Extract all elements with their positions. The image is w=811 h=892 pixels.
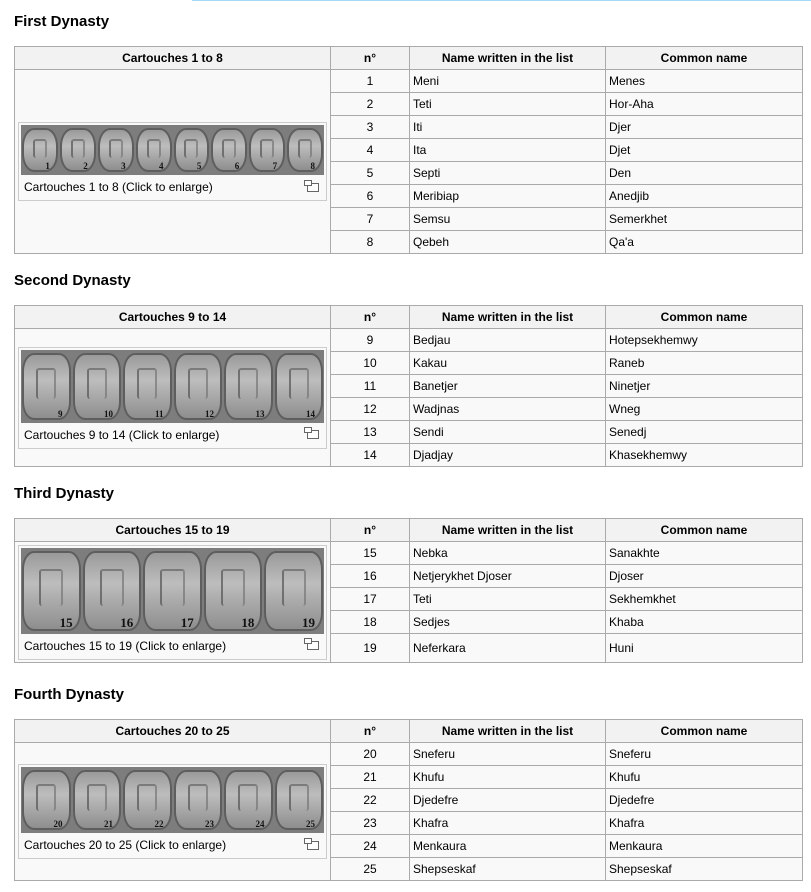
- name-in-list-cell: Djadjay: [410, 444, 606, 467]
- common-name-cell: Khasekhemwy: [606, 444, 803, 467]
- number-cell: 20: [331, 743, 410, 766]
- cartouche-number-label: 16: [120, 614, 134, 630]
- name-in-list-cell: Neferkara: [410, 634, 606, 663]
- name-in-list-cell: Semsu: [410, 208, 606, 231]
- cartouche: [174, 353, 223, 420]
- number-cell: 23: [331, 812, 410, 835]
- cartouche-number-label: 5: [196, 161, 202, 171]
- common-name-cell: Den: [606, 162, 803, 185]
- hieroglyph: [87, 784, 107, 811]
- cartouche-image[interactable]: [21, 350, 324, 423]
- number-cell: 18: [331, 611, 410, 634]
- common-name-cell: Djet: [606, 139, 803, 162]
- cartouche-number-label: 6: [234, 161, 240, 171]
- common-name-cell: Djer: [606, 116, 803, 139]
- cartouche: [22, 551, 81, 631]
- name-in-list-cell: Sedjes: [410, 611, 606, 634]
- cartouche-number-label: 11: [154, 408, 164, 419]
- image-column-header: Cartouches 1 to 8: [15, 47, 331, 70]
- number-cell: 5: [331, 162, 410, 185]
- hieroglyph: [160, 569, 184, 605]
- name-in-list-cell: Khafra: [410, 812, 606, 835]
- number-cell: 24: [331, 835, 410, 858]
- hieroglyph: [188, 784, 208, 811]
- common-name-column-header: Common name: [606, 720, 803, 743]
- hieroglyph: [109, 139, 123, 158]
- number-cell: 2: [331, 93, 410, 116]
- common-name-cell: Khufu: [606, 766, 803, 789]
- cartouche: [83, 551, 142, 631]
- name-column-header: Name written in the list: [410, 47, 606, 70]
- cartouche-image-cell: [15, 329, 331, 467]
- cartouche: [73, 353, 122, 420]
- number-cell: 9: [331, 329, 410, 352]
- cartouche-number-label: 23: [205, 819, 214, 829]
- number-cell: 22: [331, 789, 410, 812]
- cartouche-number-label: 24: [255, 819, 265, 829]
- name-in-list-cell: Teti: [410, 93, 606, 116]
- image-column-header: Cartouches 15 to 19: [15, 519, 331, 542]
- common-name-column-header: Common name: [606, 519, 803, 542]
- cartouche-number-label: 12: [205, 408, 214, 419]
- common-name-cell: Sekhemkhet: [606, 588, 803, 611]
- dynasty-table: [14, 305, 803, 467]
- common-name-cell: Sanakhte: [606, 542, 803, 565]
- number-cell: 3: [331, 116, 410, 139]
- cartouche: [174, 770, 223, 830]
- cartouche-number-label: 8: [310, 161, 315, 171]
- name-in-list-cell: Kakau: [410, 352, 606, 375]
- number-column-header: n°: [331, 306, 410, 329]
- table-row: [15, 70, 803, 93]
- cartouche-number-label: 14: [306, 408, 315, 419]
- name-in-list-cell: Ita: [410, 139, 606, 162]
- cartouche: [22, 353, 71, 420]
- cartouche: [22, 770, 71, 830]
- table-header-row: [15, 519, 803, 542]
- hieroglyph: [298, 139, 312, 158]
- cartouche-image[interactable]: [21, 767, 324, 833]
- number-cell: 10: [331, 352, 410, 375]
- cartouche-number-label: 10: [104, 408, 113, 419]
- name-column-header: Name written in the list: [410, 306, 606, 329]
- cartouche-number-label: 4: [159, 161, 164, 171]
- name-in-list-cell: Sendi: [410, 421, 606, 444]
- cartouche: [143, 551, 202, 631]
- cartouche-image[interactable]: [21, 548, 324, 634]
- name-in-list-cell: Nebka: [410, 542, 606, 565]
- cartouche-image-cell: [15, 743, 331, 881]
- number-column-header: n°: [331, 720, 410, 743]
- name-in-list-cell: Qebeh: [410, 231, 606, 254]
- hieroglyph: [36, 784, 56, 811]
- hieroglyph: [238, 368, 258, 398]
- name-in-list-cell: Khufu: [410, 766, 606, 789]
- common-name-cell: Menkaura: [606, 835, 803, 858]
- number-cell: 12: [331, 398, 410, 421]
- name-in-list-cell: Menkaura: [410, 835, 606, 858]
- hieroglyph: [184, 139, 198, 158]
- hieroglyph: [137, 784, 157, 811]
- number-cell: 11: [331, 375, 410, 398]
- cartouche: [224, 770, 273, 830]
- common-name-cell: Wneg: [606, 398, 803, 421]
- number-cell: 21: [331, 766, 410, 789]
- common-name-cell: Semerkhet: [606, 208, 803, 231]
- cartouche: [60, 128, 96, 172]
- dynasty-heading: First Dynasty: [14, 13, 110, 30]
- thumbnail-caption-row: [21, 423, 324, 446]
- common-name-cell: Hor-Aha: [606, 93, 803, 116]
- name-in-list-cell: Meribiap: [410, 185, 606, 208]
- cartouche: [123, 353, 172, 420]
- cartouche: [136, 128, 172, 172]
- cartouche-image-cell: [15, 70, 331, 254]
- cartouche-number-label: 3: [121, 161, 126, 171]
- common-name-cell: Menes: [606, 70, 803, 93]
- cartouche: [123, 770, 172, 830]
- thumbnail-caption: Cartouches 9 to 14 (Click to enlarge): [24, 427, 220, 442]
- cartouche-number-label: 19: [301, 614, 315, 630]
- top-divider: [192, 0, 811, 1]
- enlarge-icon[interactable]: [307, 430, 319, 439]
- dynasty-table: [14, 46, 803, 254]
- table-row: [15, 542, 803, 565]
- cartouche-number-label: 22: [154, 819, 164, 829]
- table-row: [15, 329, 803, 352]
- common-name-cell: Anedjib: [606, 185, 803, 208]
- number-cell: 14: [331, 444, 410, 467]
- table-row: [15, 743, 803, 766]
- dynasty-table: [14, 719, 803, 881]
- common-name-column-header: Common name: [606, 47, 803, 70]
- hieroglyph: [137, 368, 157, 398]
- number-cell: 16: [331, 565, 410, 588]
- common-name-cell: Djoser: [606, 565, 803, 588]
- image-column-header: Cartouches 20 to 25: [15, 720, 331, 743]
- cartouche-number-label: 2: [83, 161, 88, 171]
- name-in-list-cell: Septi: [410, 162, 606, 185]
- cartouche-thumbnail[interactable]: [18, 545, 327, 660]
- name-in-list-cell: Bedjau: [410, 329, 606, 352]
- number-cell: 17: [331, 588, 410, 611]
- hieroglyph: [221, 569, 245, 605]
- cartouche: [224, 353, 273, 420]
- cartouche-thumbnail[interactable]: [18, 122, 327, 201]
- number-cell: 8: [331, 231, 410, 254]
- hieroglyph: [36, 368, 56, 398]
- thumbnail-caption-row: [21, 634, 324, 657]
- name-column-header: Name written in the list: [410, 720, 606, 743]
- name-column-header: Name written in the list: [410, 519, 606, 542]
- common-name-cell: Sneferu: [606, 743, 803, 766]
- table-header-row: [15, 720, 803, 743]
- hieroglyph: [289, 368, 309, 398]
- hieroglyph: [289, 784, 309, 811]
- common-name-cell: Djedefre: [606, 789, 803, 812]
- table-header-row: [15, 47, 803, 70]
- name-in-list-cell: Netjerykhet Djoser: [410, 565, 606, 588]
- cartouche-number-label: 13: [255, 408, 265, 419]
- thumbnail-caption: Cartouches 15 to 19 (Click to enlarge): [24, 638, 227, 653]
- cartouche: [98, 128, 134, 172]
- common-name-cell: Hotepsekhemwy: [606, 329, 803, 352]
- cartouche: [275, 353, 324, 420]
- enlarge-icon[interactable]: [307, 183, 319, 192]
- enlarge-icon[interactable]: [307, 641, 319, 650]
- hieroglyph: [100, 569, 124, 605]
- cartouche: [275, 770, 324, 830]
- thumbnail-caption-row: [21, 175, 324, 198]
- number-cell: 25: [331, 858, 410, 881]
- hieroglyph: [260, 139, 274, 158]
- enlarge-icon[interactable]: [307, 841, 319, 850]
- name-in-list-cell: Banetjer: [410, 375, 606, 398]
- cartouche-number-label: 25: [306, 819, 315, 829]
- hieroglyph: [71, 139, 85, 158]
- hieroglyph: [282, 569, 306, 605]
- thumbnail-caption-row: [21, 833, 324, 856]
- cartouche: [211, 128, 247, 172]
- cartouche-number-label: 9: [58, 408, 63, 419]
- dynasty-heading: Second Dynasty: [14, 272, 131, 289]
- dynasty-heading: Third Dynasty: [14, 485, 115, 502]
- common-name-cell: Khaba: [606, 611, 803, 634]
- cartouche: [287, 128, 323, 172]
- name-in-list-cell: Teti: [410, 588, 606, 611]
- hieroglyph: [147, 139, 161, 158]
- common-name-cell: Shepseskaf: [606, 858, 803, 881]
- number-column-header: n°: [331, 519, 410, 542]
- cartouche-thumbnail[interactable]: [18, 764, 327, 859]
- hieroglyph: [39, 569, 63, 605]
- cartouche-image-cell: [15, 542, 331, 663]
- hieroglyph: [238, 784, 258, 811]
- number-cell: 4: [331, 139, 410, 162]
- cartouche: [249, 128, 285, 172]
- name-in-list-cell: Sneferu: [410, 743, 606, 766]
- cartouche-number-label: 7: [272, 161, 278, 171]
- number-column-header: n°: [331, 47, 410, 70]
- number-cell: 1: [331, 70, 410, 93]
- name-in-list-cell: Meni: [410, 70, 606, 93]
- common-name-cell: Qa'a: [606, 231, 803, 254]
- cartouche-number-label: 1: [45, 161, 50, 171]
- common-name-cell: Huni: [606, 634, 803, 663]
- dynasty-heading: Fourth Dynasty: [14, 686, 125, 703]
- number-cell: 19: [331, 634, 410, 663]
- common-name-column-header: Common name: [606, 306, 803, 329]
- cartouche-number-label: 20: [53, 819, 63, 829]
- cartouche: [204, 551, 263, 631]
- hieroglyph: [222, 139, 236, 158]
- cartouche-image[interactable]: [21, 125, 324, 175]
- hieroglyph: [33, 139, 47, 158]
- cartouche-number-label: 18: [241, 614, 255, 630]
- number-cell: 6: [331, 185, 410, 208]
- cartouche: [73, 770, 122, 830]
- number-cell: 7: [331, 208, 410, 231]
- number-cell: 15: [331, 542, 410, 565]
- name-in-list-cell: Shepseskaf: [410, 858, 606, 881]
- cartouche-number-label: 15: [59, 614, 73, 630]
- cartouche: [264, 551, 323, 631]
- thumbnail-caption: Cartouches 20 to 25 (Click to enlarge): [24, 838, 227, 852]
- common-name-cell: Senedj: [606, 421, 803, 444]
- common-name-cell: Raneb: [606, 352, 803, 375]
- number-cell: 13: [331, 421, 410, 444]
- table-header-row: [15, 306, 803, 329]
- common-name-cell: Khafra: [606, 812, 803, 835]
- common-name-cell: Ninetjer: [606, 375, 803, 398]
- name-in-list-cell: Djedefre: [410, 789, 606, 812]
- cartouche-thumbnail[interactable]: [18, 347, 327, 449]
- cartouche-number-label: 21: [104, 819, 113, 829]
- name-in-list-cell: Iti: [410, 116, 606, 139]
- image-column-header: Cartouches 9 to 14: [15, 306, 331, 329]
- cartouche: [174, 128, 210, 172]
- cartouche-number-label: 17: [180, 614, 194, 630]
- hieroglyph: [87, 368, 107, 398]
- cartouche: [22, 128, 58, 172]
- dynasty-table: [14, 518, 803, 663]
- hieroglyph: [188, 368, 208, 398]
- name-in-list-cell: Wadjnas: [410, 398, 606, 421]
- thumbnail-caption: Cartouches 1 to 8 (Click to enlarge): [24, 180, 213, 194]
